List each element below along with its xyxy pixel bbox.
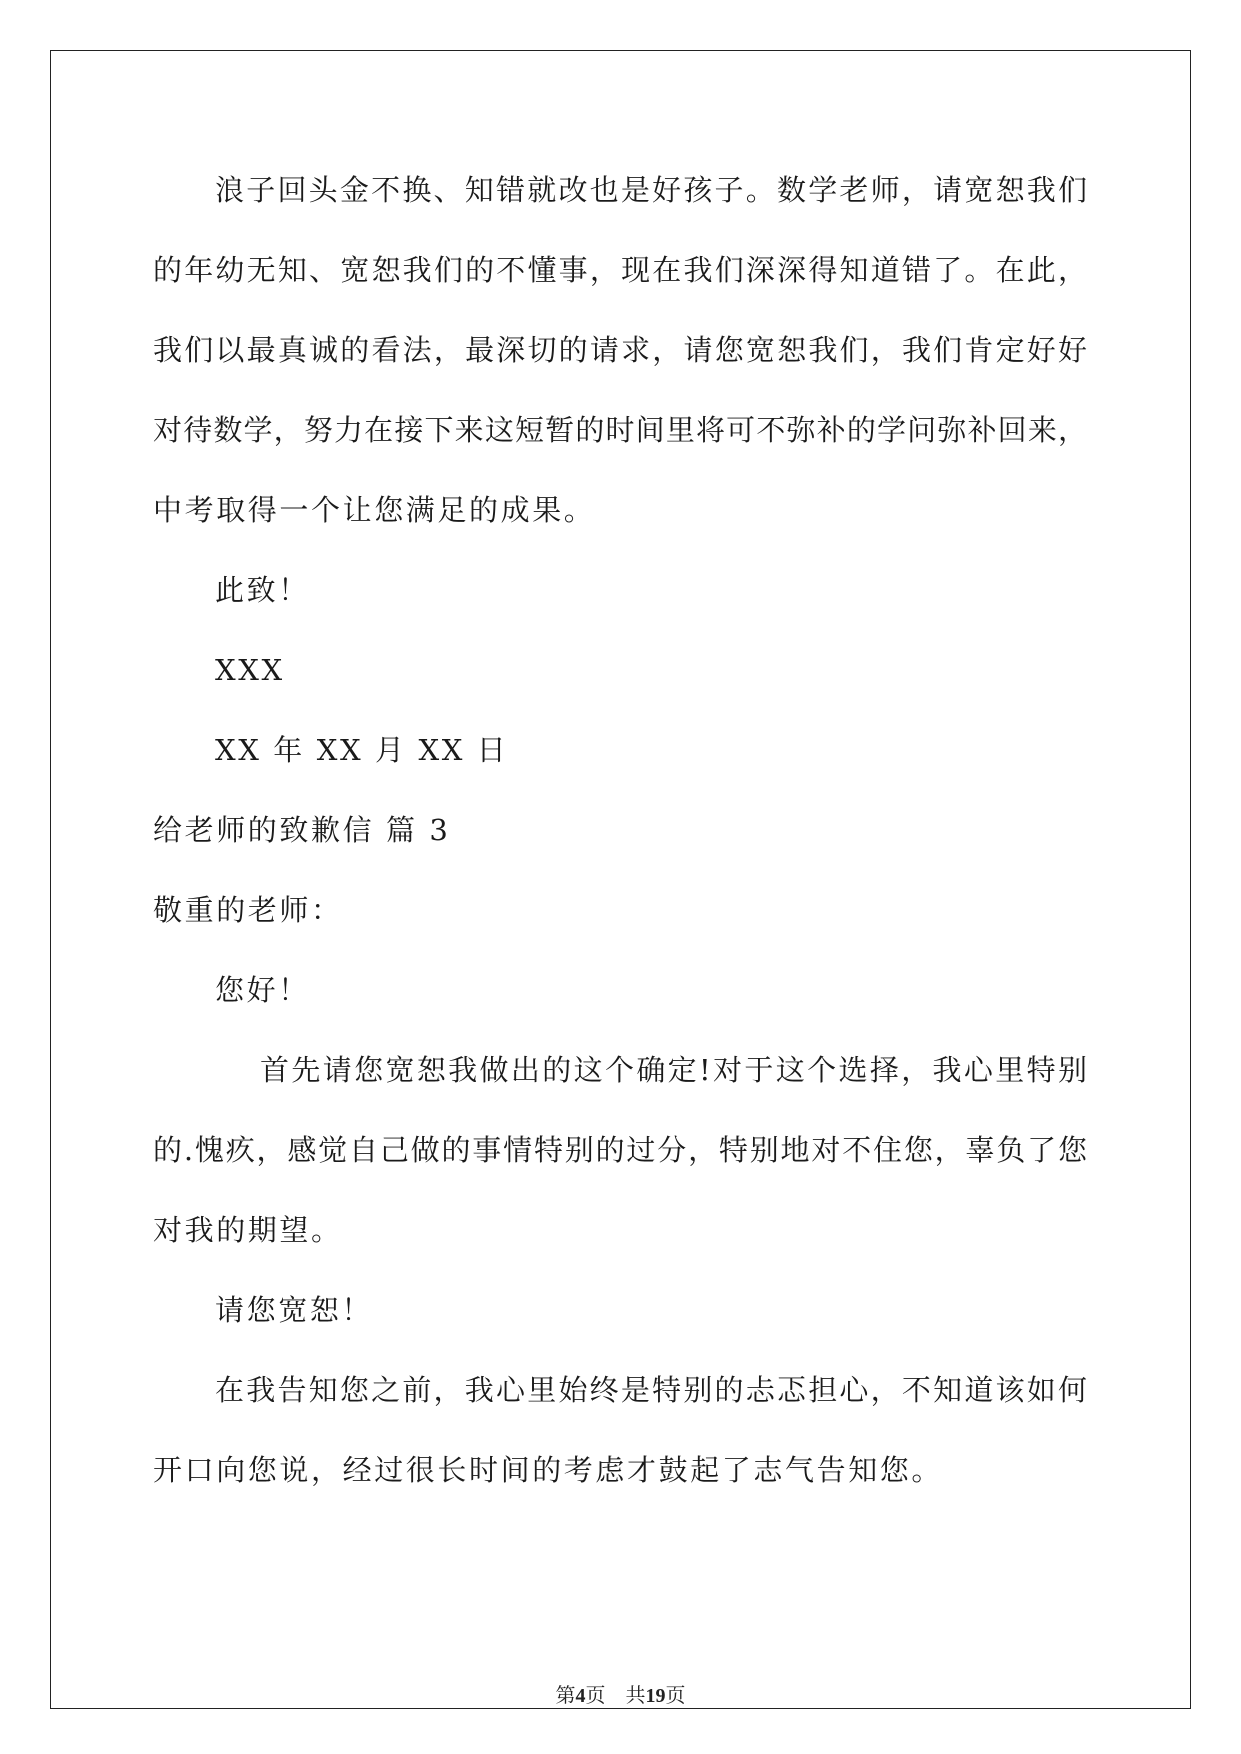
body-line-4: 对待数学，努力在接下来这短暂的时间里将可不弥补的学问弥补回来， [153,413,1087,447]
body-line-8: 对我的期望。 [153,1213,343,1247]
footer-total-suffix: 页 [665,1685,686,1707]
signature-date: XX 年 XX 月 XX 日 [215,733,509,767]
body-line-5: 中考取得一个让您满足的成果。 [153,493,596,527]
body-line-9: 在我告知您之前，我心里始终是特别的忐忑担心，不知道该如何 [215,1373,1087,1407]
closing-salutation: 此致！ [215,573,310,607]
footer-total-pages: 19 [645,1685,666,1707]
page-footer [0,1683,1241,1709]
footer-current-page: 4 [575,1685,586,1707]
greeting-recipient: 敬重的老师： [153,893,343,927]
body-line-6: 首先请您宽恕我做出的这个确定!对于这个选择，我心里特别 [260,1053,1087,1087]
greeting-hello: 您好！ [215,973,310,1007]
body-line-7: 的.愧疚，感觉自己做的事情特别的过分，特别地对不住您，辜负了您 [153,1133,1087,1167]
footer-page-suffix: 页 [585,1685,606,1707]
signature-name: XXX [215,653,285,687]
body-line-3: 我们以最真诚的看法，最深切的请求，请您宽恕我们，我们肯定好好 [153,333,1087,367]
section-heading: 给老师的致歉信 篇 3 [153,813,451,847]
body-line-10: 开口向您说，经过很长时间的考虑才鼓起了志气告知您。 [153,1453,944,1487]
apology-line: 请您宽恕！ [215,1293,374,1327]
body-line-2: 的年幼无知、宽恕我们的不懂事，现在我们深深得知道错了。在此， [153,253,1087,287]
footer-total-prefix: 共 [625,1685,646,1707]
body-line-1: 浪子回头金不换、知错就改也是好孩子。数学老师，请宽恕我们 [215,173,1087,207]
footer-prefix: 第 [555,1685,576,1707]
